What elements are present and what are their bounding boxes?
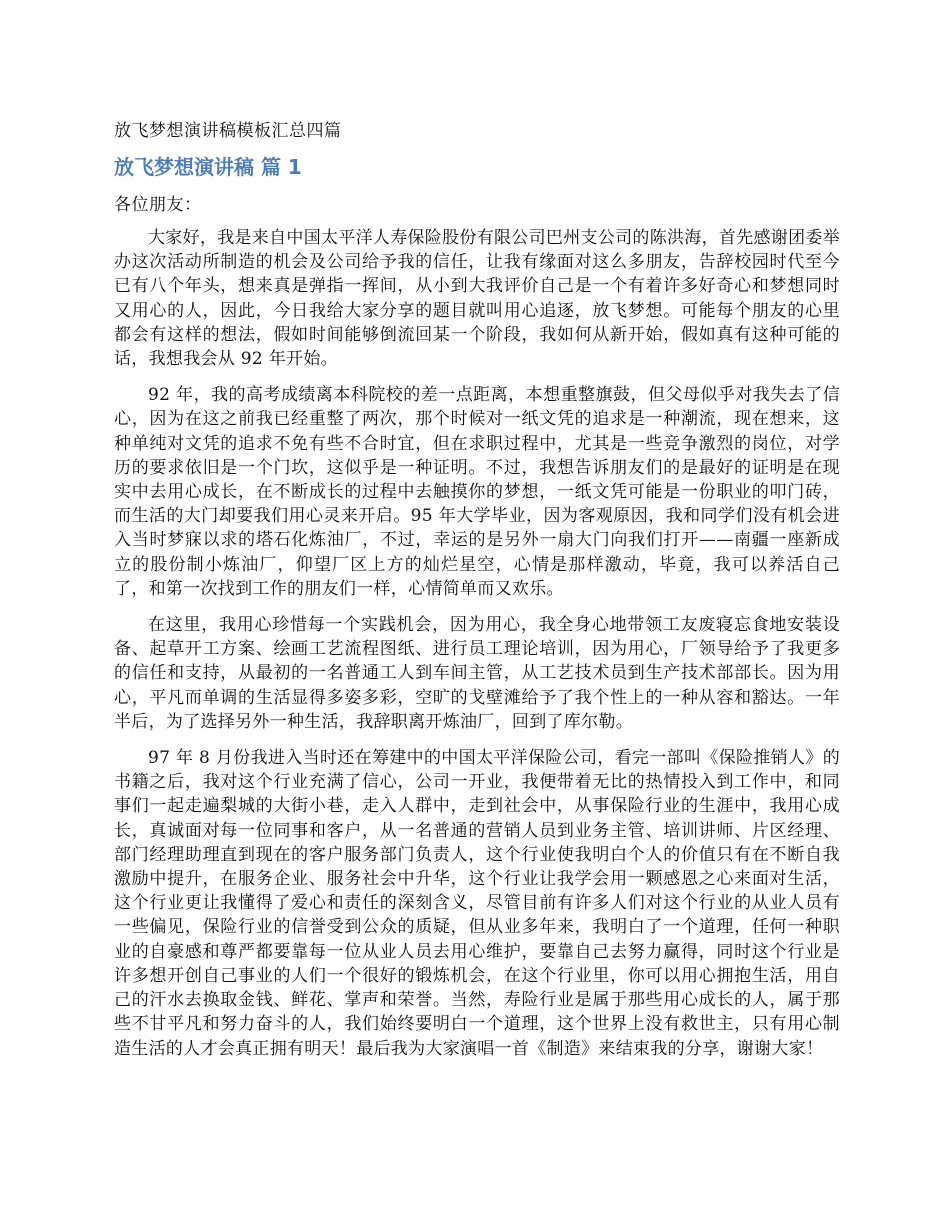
paragraph-4: 97 年 8 月份我进入当时还在筹建中的中国太平洋保险公司，看完一部叫《保险推销人》的书籍之后，我对这个行业充满了信心，公司一开业，我便带着无比的热情投入到工作中，和同事们一起走遍梨城的大街小巷，走入人群中，走到社会中，从事保险行业的生涯中，我用心成长，真诚面对每一位同事和客户，从一名普通的营销人员到业务主管、培训讲师、片区经理、部门经理助理直到现在的客户服务部门负责人，这个行业使我明白个人的价值只有在不断自我激励中提升，在服务企业、服务社会中升华，这个行业让我学会用一颗感恩之心来面对生活，这个行业更让我懂得了爱心和责任的深刻含义，尽管目前有许多人们对这个行业的从业人员有一些偏见，保险行业的信誉受到公众的质疑，但从业多年来，我明白了一个道理，任何一种职业的自豪感和尊严都要靠每一位从业人员去用心维护，要靠自己去努力赢得，同时这个行业是许多想开创自己事业的人们一个很好的锻炼机会，在这个行业里，你可以用心拥抱生活，用自己的汗水去换取金钱、鲜花、掌声和荣誉。当然，寿险行业是属于那些用心成长的人，属于那些不甘平凡和努力奋斗的人，我们始终要明白一个道理，这个世界上没有救世主，只有用心制造生活的人才会真正拥有明天！最后我为大家演唱一首《制造》来结束我的分享，谢谢大家！ [114, 748, 840, 1059]
paragraph-1: 大家好，我是来自中国太平洋人寿保险股份有限公司巴州支公司的陈洪海，首先感谢团委举办这次活动所制造的机会及公司给予我的信任，让我有缘面对这么多朋友，告辞校园时代至今已有八个年头，想来真是弹指一挥间，从小到大我评价自己是一个有着许多好奇心和梦想同时又用心的人，因此，今日我给大家分享的题目就叫用心追逐，放飞梦想。可能每个朋友的心里都会有这样的想法，假如时间能够倒流回某一个阶段，我如何从新开始，假如真有这种可能的话，我想我会从 92 年开始。 [114, 228, 840, 370]
section-heading: 放飞梦想演讲稿 篇 1 [114, 155, 302, 179]
paragraph-2: 92 年，我的高考成绩离本科院校的差一点距离，本想重整旗鼓，但父母似乎对我失去了信心，因为在这之前我已经重整了两次，那个时候对一纸文凭的追求是一种潮流，现在想来，这种单纯对文凭的追求不免有些不合时宜，但在求职过程中，尤其是一些竞争激烈的岗位，对学历的要求依旧是一个门坎，这似乎是一种证明。不过，我想告诉朋友们的是最好的证明是在现实中去用心成长，在不断成长的过程中去触摸你的梦想，一纸文凭可能是一份职业的叩门砖，而生活的大门却要我们用心灵来开启。95 年大学毕业，因为客观原因，我和同学们没有机会进入当时梦寐以求的塔石化炼油厂，不过，幸运的是另外一扇大门向我们打开——南疆一座新成立的股份制小炼油厂，仰望厂区上方的灿烂星空，心情是那样激动，毕竟，我可以养活自己了，和第一次找到工作的朋友们一样，心情简单而又欢乐。 [114, 385, 840, 599]
greeting-line: 各位朋友： [114, 195, 202, 215]
paragraph-3: 在这里，我用心珍惜每一个实践机会，因为用心，我全身心地带领工友废寝忘食地安装设备、起草开工方案、绘画工艺流程图纸、进行员工理论培训，因为用心，厂领导给予了我更多的信任和支持，从最初的一名普通工人到车间主管，从工艺技术员到生产技术部部长。因为用心，平凡而单调的生活显得多姿多彩，空旷的戈壁滩给予了我个性上的一种从容和豁达。一年半后，为了选择另外一种生活，我辞职离开炼油厂，回到了库尔勒。 [114, 615, 840, 732]
document-title: 放飞梦想演讲稿模板汇总四篇 [114, 121, 342, 141]
document-page [114, 118, 840, 1073]
